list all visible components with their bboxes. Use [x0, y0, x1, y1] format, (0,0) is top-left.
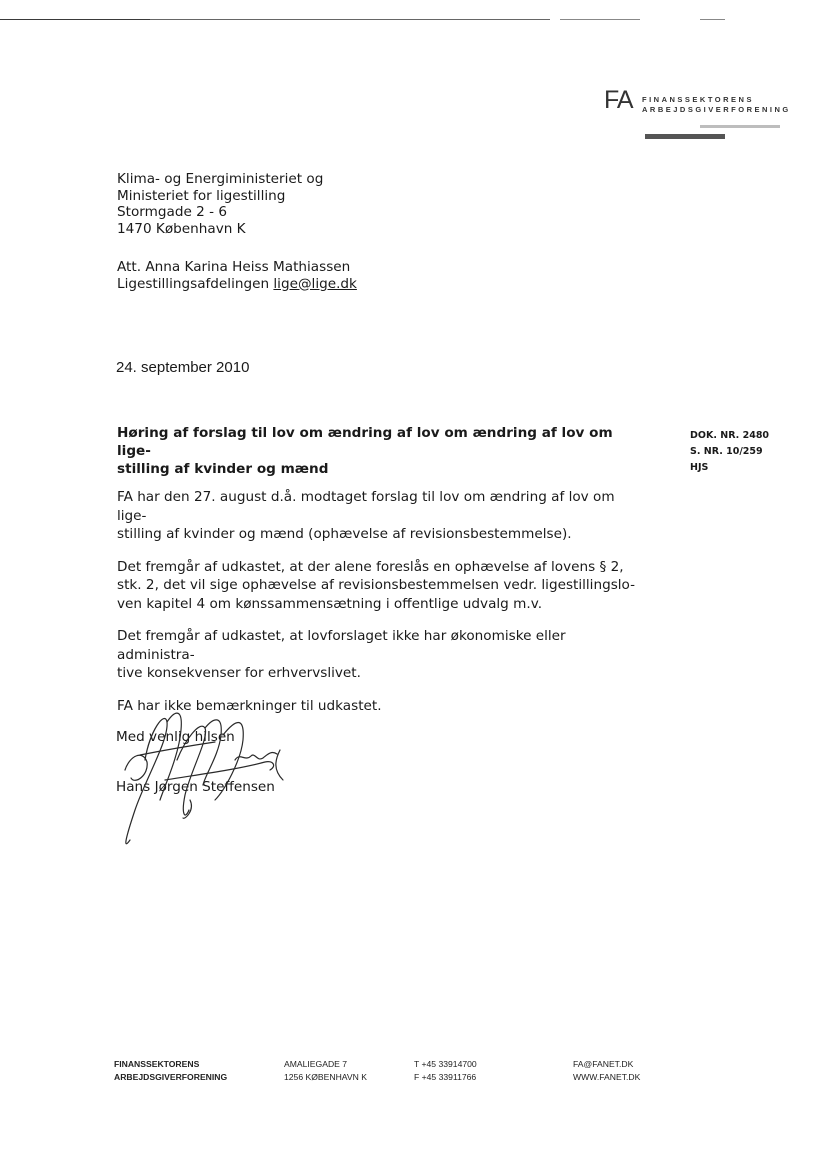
- logo-organization-name: [642, 95, 791, 115]
- attention-department-line: [117, 276, 357, 293]
- body-paragraph: FA har ikke bemærkninger til udkastet.: [117, 697, 382, 714]
- footer-organization: FINANSSEKTORENS ARBEJDSGIVERFORENING: [114, 1059, 228, 1082]
- attention-block: [117, 259, 357, 292]
- letter-subject: Høring af forslag til lov om ændring af lov om ændring af lov om lige- stilling af kvinder og mænd: [117, 425, 613, 477]
- document-number: DOK. NR. 2480: [690, 430, 770, 441]
- recipient-line: Stormgade 2 - 6: [117, 204, 227, 220]
- attention-line: Att. Anna Karina Heiss Mathiassen: [117, 259, 351, 275]
- recipient-address: [117, 171, 323, 237]
- reference-block: [690, 428, 769, 476]
- logo-decoration: [645, 134, 725, 139]
- footer-address: AMALIEGADE 7 1256 KØBENHAVN K: [284, 1059, 367, 1082]
- handwritten-signature: [105, 700, 305, 850]
- scan-edge-line: [700, 19, 725, 20]
- case-number: S. NR. 10/259: [690, 446, 763, 457]
- letter-date: 24. september 2010: [116, 359, 250, 376]
- body-paragraph: Det fremgår af udkastet, at lovforslaget ikke har økonomiske eller administra- tive konsekvenser for erhvervslivet.: [117, 628, 566, 681]
- signer-name: Hans Jørgen Steffensen: [116, 779, 275, 795]
- logo-name-line1: FINANSSEKTORENS: [642, 95, 754, 104]
- email-link[interactable]: lige@lige.dk: [273, 275, 357, 292]
- body-paragraph: Det fremgår af udkastet, at der alene foreslås en ophævelse af lovens § 2, stk. 2, det vil sige ophævelse af revisionsbestemmelsen vedr. ligestillingslo- ven kapitel 4 om kønssammensætning i offentlige udvalg m.v.: [117, 558, 636, 612]
- scan-edge-line: [0, 19, 150, 20]
- logo-name-line2: ARBEJDSGIVERFORENING: [642, 105, 791, 114]
- letter-body: [117, 488, 647, 729]
- scan-edge-line: [150, 19, 550, 20]
- scan-edge-line: [560, 19, 640, 20]
- recipient-line: 1470 København K: [117, 220, 246, 237]
- body-paragraph: FA har den 27. august d.å. modtaget forslag til lov om ændring af lov om lige- stilling af kvinder og mænd (ophævelse af revisionsbestemmelse).: [117, 489, 615, 542]
- department-name: Ligestillingsafdelingen: [117, 275, 270, 292]
- footer-phone: T +45 33914700 F +45 33911766: [414, 1059, 477, 1082]
- footer-web: FA@FANET.DK WWW.FANET.DK: [573, 1059, 641, 1082]
- recipient-line: Ministeriet for ligestilling: [117, 187, 286, 204]
- author-initials: HJS: [690, 462, 709, 473]
- logo-initials: FA: [604, 86, 633, 114]
- closing-salutation: Med venlig hilsen: [116, 729, 235, 745]
- recipient-line: Klima- og Energiministeriet og: [117, 171, 324, 187]
- logo-decoration: [700, 125, 780, 128]
